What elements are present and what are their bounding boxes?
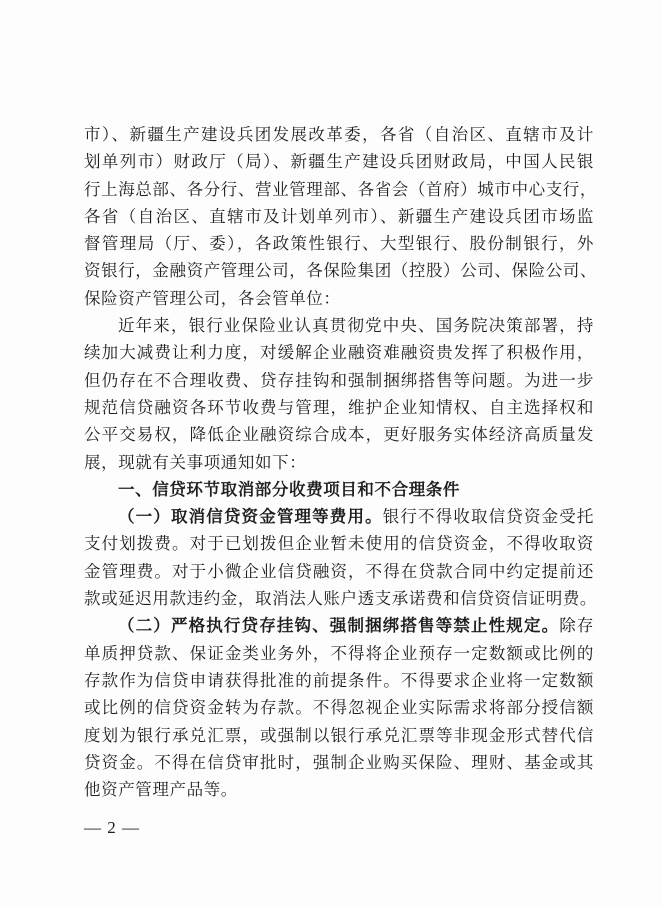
- text-line: 划单列市）财政厅（局）、新疆生产建设兵团财政局，中国人民银: [84, 152, 594, 172]
- text-line: 贷资金。不得在信贷审批时，强制企业购买保险、理财、基金或其: [84, 752, 594, 772]
- text-line: 存款作为信贷申请获得批准的前提条件。不得要求企业将一定数额: [84, 670, 594, 690]
- text-line: 保险资产管理公司，各会管单位：: [84, 288, 341, 308]
- item-heading: （二）严格执行贷存挂钩、强制捆绑搭售等禁止性规定。: [118, 616, 560, 636]
- text-line: 各省（自治区、直辖市及计划单列市）、新疆生产建设兵团市场监: [84, 206, 594, 226]
- text-line: 金管理费。对于小微企业信贷融资，不得在贷款合同中约定提前还: [84, 561, 594, 581]
- text-line: 市）、新疆生产建设兵团发展改革委，各省（自治区、直辖市及计: [84, 125, 594, 144]
- section-heading: 一、信贷环节取消部分收费项目和不合理条件: [118, 479, 460, 499]
- text-line: 督管理局（厅、委），各政策性银行、大型银行、股份制银行，外: [84, 234, 594, 254]
- text-line: 单质押贷款、保证金类业务外，不得将企业预存一定数额或比例的: [84, 643, 594, 663]
- document-body: [84, 121, 597, 803]
- text-line: 支付划拨费。对于已划拨但企业暂未使用的信贷资金，不得收取资: [84, 534, 594, 554]
- item-2-paragraph: [84, 612, 594, 803]
- item-heading: （一）取消信贷资金管理等费用。: [118, 507, 383, 527]
- text-line: 规范信贷融资各环节收费与管理，维护企业知情权、自主选择权和: [84, 397, 594, 417]
- text-line: [84, 503, 594, 530]
- text-line: 展，现就有关事项通知如下：: [84, 452, 307, 472]
- text-line: [84, 612, 594, 639]
- item-text: 除存: [559, 616, 595, 636]
- text-line: 资银行，金融资产管理公司，各保险集团（控股）公司、保险公司、: [84, 261, 597, 281]
- text-line: 但仍存在不合理收费、贷存挂钩和强制捆绑搭售等问题。为进一步: [84, 370, 594, 390]
- text-line: 公平交易权，降低企业融资综合成本，更好服务实体经济高质量发: [84, 425, 594, 445]
- text-line: 近年来，银行业保险业认真贯彻党中央、国务院决策部署，持: [118, 316, 594, 336]
- text-line: 行上海总部、各分行、营业管理部、各省会（首府）城市中心支行，: [84, 179, 597, 199]
- addressee-paragraph: [84, 121, 597, 312]
- page-number: — 2 —: [84, 818, 140, 837]
- text-line: 款或延迟用款违约金，取消法人账户透支承诺费和信贷资信证明费。: [84, 589, 597, 609]
- text-line: 他资产管理产品等。: [84, 780, 238, 800]
- item-1-paragraph: [84, 503, 597, 612]
- intro-paragraph: [84, 312, 594, 476]
- text-line: 或比例的信贷资金转为存款。不得忽视企业实际需求将部分授信额: [84, 698, 594, 718]
- text-line: 续加大减费让利力度，对缓解企业融资难融资贵发挥了积极作用，: [84, 343, 594, 363]
- text-line: 度划为银行承兑汇票，或强制以银行承兑汇票等非现金形式替代信: [84, 725, 594, 745]
- item-text: 银行不得收取信贷资金受托: [382, 507, 594, 527]
